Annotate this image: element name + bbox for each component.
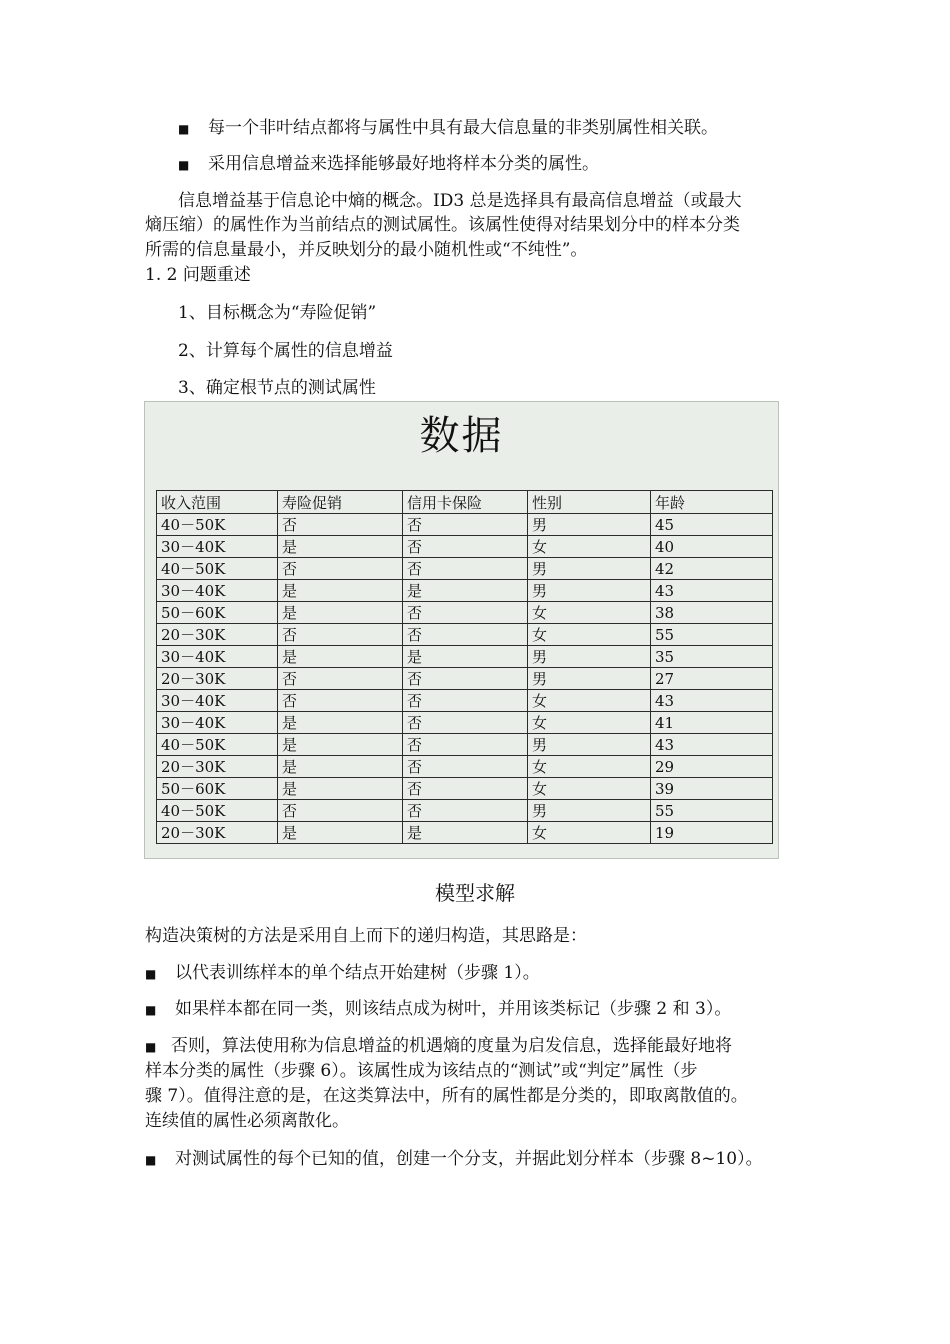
- cell-age: 45: [651, 514, 773, 536]
- cell-age: 38: [651, 602, 773, 624]
- paragraph-line: 信息增益基于信息论中熵的概念。ID3 总是选择具有最高信息增益（或最大: [178, 191, 742, 211]
- cell-income: 40－50K: [157, 734, 278, 756]
- bullet-item: [145, 1035, 810, 1058]
- cell-life-insurance: 是: [278, 536, 403, 558]
- header-life-insurance: 寿险促销: [278, 491, 403, 514]
- table-row: [157, 602, 773, 624]
- cell-credit-insurance: 否: [403, 602, 528, 624]
- cell-credit-insurance: 否: [403, 668, 528, 690]
- section-heading: 1. 2 问题重述: [145, 265, 251, 285]
- cell-gender: 男: [528, 800, 651, 822]
- bullet-item: [145, 998, 810, 1021]
- bullet-text: 对测试属性的每个已知的值，创建一个分支，并据此划分样本（步骤 8~10）。: [175, 1149, 763, 1169]
- cell-credit-insurance: 是: [403, 580, 528, 602]
- table-row: [157, 514, 773, 536]
- cell-credit-insurance: 否: [403, 558, 528, 580]
- bullet-square-icon: ■: [145, 967, 157, 981]
- cell-life-insurance: 是: [278, 778, 403, 800]
- header-gender: 性别: [528, 491, 651, 514]
- bullet-item: [178, 117, 843, 140]
- cell-gender: 男: [528, 646, 651, 668]
- cell-life-insurance: 是: [278, 646, 403, 668]
- cell-life-insurance: 是: [278, 580, 403, 602]
- table-row: [157, 580, 773, 602]
- cell-life-insurance: 否: [278, 624, 403, 646]
- cell-income: 30－40K: [157, 580, 278, 602]
- cell-gender: 男: [528, 734, 651, 756]
- cell-income: 30－40K: [157, 536, 278, 558]
- table-row: [157, 756, 773, 778]
- cell-gender: 女: [528, 624, 651, 646]
- cell-age: 39: [651, 778, 773, 800]
- paragraph-line: 骤 7）。值得注意的是，在这类算法中，所有的属性都是分类的，即取离散值的。: [145, 1086, 748, 1106]
- paragraph-line: 所需的信息量最小，并反映划分的最小随机性或“不纯性”。: [145, 240, 588, 260]
- cell-age: 29: [651, 756, 773, 778]
- table-header-row: [157, 491, 773, 514]
- paragraph-line: 熵压缩）的属性作为当前结点的测试属性。该属性使得对结果划分中的样本分类: [145, 215, 740, 235]
- table-row: [157, 668, 773, 690]
- cell-gender: 女: [528, 602, 651, 624]
- cell-gender: 女: [528, 712, 651, 734]
- cell-credit-insurance: 否: [403, 514, 528, 536]
- data-figure: [144, 401, 779, 859]
- table-row: [157, 778, 773, 800]
- cell-income: 30－40K: [157, 690, 278, 712]
- table-row: [157, 646, 773, 668]
- bullet-text: 每一个非叶结点都将与属性中具有最大信息量的非类别属性相关联。: [208, 118, 718, 138]
- table-row: [157, 712, 773, 734]
- cell-income: 20－30K: [157, 668, 278, 690]
- cell-life-insurance: 否: [278, 668, 403, 690]
- cell-credit-insurance: 否: [403, 712, 528, 734]
- model-intro: 构造决策树的方法是采用自上而下的递归构造，其思路是：: [145, 926, 587, 946]
- header-age: 年龄: [651, 491, 773, 514]
- cell-gender: 男: [528, 514, 651, 536]
- bullet-square-icon: ■: [145, 1040, 157, 1054]
- bullet-text: 如果样本都在同一类，则该结点成为树叶，并用该类标记（步骤 2 和 3）。: [175, 999, 732, 1019]
- table-row: [157, 690, 773, 712]
- cell-life-insurance: 是: [278, 602, 403, 624]
- bullet-text: 否则，算法使用称为信息增益的机遇熵的度量为启发信息，选择能最好地将: [171, 1036, 732, 1056]
- cell-age: 41: [651, 712, 773, 734]
- table-body: [157, 514, 773, 844]
- cell-income: 20－30K: [157, 624, 278, 646]
- header-credit-insurance: 信用卡保险: [403, 491, 528, 514]
- cell-life-insurance: 是: [278, 756, 403, 778]
- cell-life-insurance: 是: [278, 734, 403, 756]
- cell-age: 55: [651, 800, 773, 822]
- cell-income: 40－50K: [157, 514, 278, 536]
- cell-life-insurance: 是: [278, 822, 403, 844]
- cell-life-insurance: 否: [278, 800, 403, 822]
- cell-income: 30－40K: [157, 646, 278, 668]
- table-row: [157, 536, 773, 558]
- table-row: [157, 558, 773, 580]
- bullet-item: [178, 153, 843, 176]
- cell-income: 40－50K: [157, 800, 278, 822]
- cell-gender: 女: [528, 778, 651, 800]
- cell-credit-insurance: 否: [403, 690, 528, 712]
- cell-gender: 女: [528, 690, 651, 712]
- cell-age: 43: [651, 734, 773, 756]
- cell-income: 50－60K: [157, 602, 278, 624]
- paragraph-line: 样本分类的属性（步骤 6）。该属性成为该结点的“测试”或“判定”属性（步: [145, 1061, 698, 1081]
- cell-age: 40: [651, 536, 773, 558]
- cell-age: 43: [651, 580, 773, 602]
- cell-credit-insurance: 否: [403, 800, 528, 822]
- problem-item: 2、计算每个属性的信息增益: [178, 341, 393, 361]
- bullet-square-icon: ■: [145, 1153, 157, 1167]
- bullet-item: [145, 1148, 810, 1171]
- figure-title: 数据: [419, 413, 504, 459]
- cell-income: 20－30K: [157, 822, 278, 844]
- data-table: [156, 490, 773, 844]
- table-row: [157, 624, 773, 646]
- cell-life-insurance: 否: [278, 514, 403, 536]
- cell-life-insurance: 否: [278, 558, 403, 580]
- paragraph-line: 连续值的属性必须离散化。: [145, 1111, 349, 1131]
- cell-gender: 女: [528, 536, 651, 558]
- cell-gender: 男: [528, 580, 651, 602]
- cell-income: 20－30K: [157, 756, 278, 778]
- bullet-square-icon: ■: [145, 1003, 157, 1017]
- cell-income: 30－40K: [157, 712, 278, 734]
- cell-income: 50－60K: [157, 778, 278, 800]
- cell-gender: 女: [528, 756, 651, 778]
- problem-item: 1、目标概念为“寿险促销”: [178, 303, 377, 323]
- bullet-text: 以代表训练样本的单个结点开始建树（步骤 1）。: [175, 963, 540, 983]
- cell-gender: 男: [528, 558, 651, 580]
- header-income: 收入范围: [157, 491, 278, 514]
- bullet-text: 采用信息增益来选择能够最好地将样本分类的属性。: [208, 154, 599, 174]
- table-row: [157, 734, 773, 756]
- bullet-square-icon: ■: [178, 158, 190, 172]
- cell-gender: 女: [528, 822, 651, 844]
- table-row: [157, 822, 773, 844]
- cell-life-insurance: 是: [278, 712, 403, 734]
- cell-age: 19: [651, 822, 773, 844]
- problem-item: 3、确定根节点的测试属性: [178, 378, 376, 398]
- cell-gender: 男: [528, 668, 651, 690]
- cell-credit-insurance: 是: [403, 646, 528, 668]
- cell-credit-insurance: 否: [403, 624, 528, 646]
- cell-age: 35: [651, 646, 773, 668]
- bullet-square-icon: ■: [178, 122, 190, 136]
- cell-age: 42: [651, 558, 773, 580]
- cell-income: 40－50K: [157, 558, 278, 580]
- cell-credit-insurance: 否: [403, 756, 528, 778]
- table-row: [157, 800, 773, 822]
- cell-credit-insurance: 否: [403, 734, 528, 756]
- bullet-item: [145, 962, 810, 985]
- cell-credit-insurance: 否: [403, 536, 528, 558]
- cell-age: 55: [651, 624, 773, 646]
- cell-credit-insurance: 否: [403, 778, 528, 800]
- cell-age: 27: [651, 668, 773, 690]
- model-title: 模型求解: [435, 881, 515, 905]
- cell-life-insurance: 否: [278, 690, 403, 712]
- cell-age: 43: [651, 690, 773, 712]
- cell-credit-insurance: 是: [403, 822, 528, 844]
